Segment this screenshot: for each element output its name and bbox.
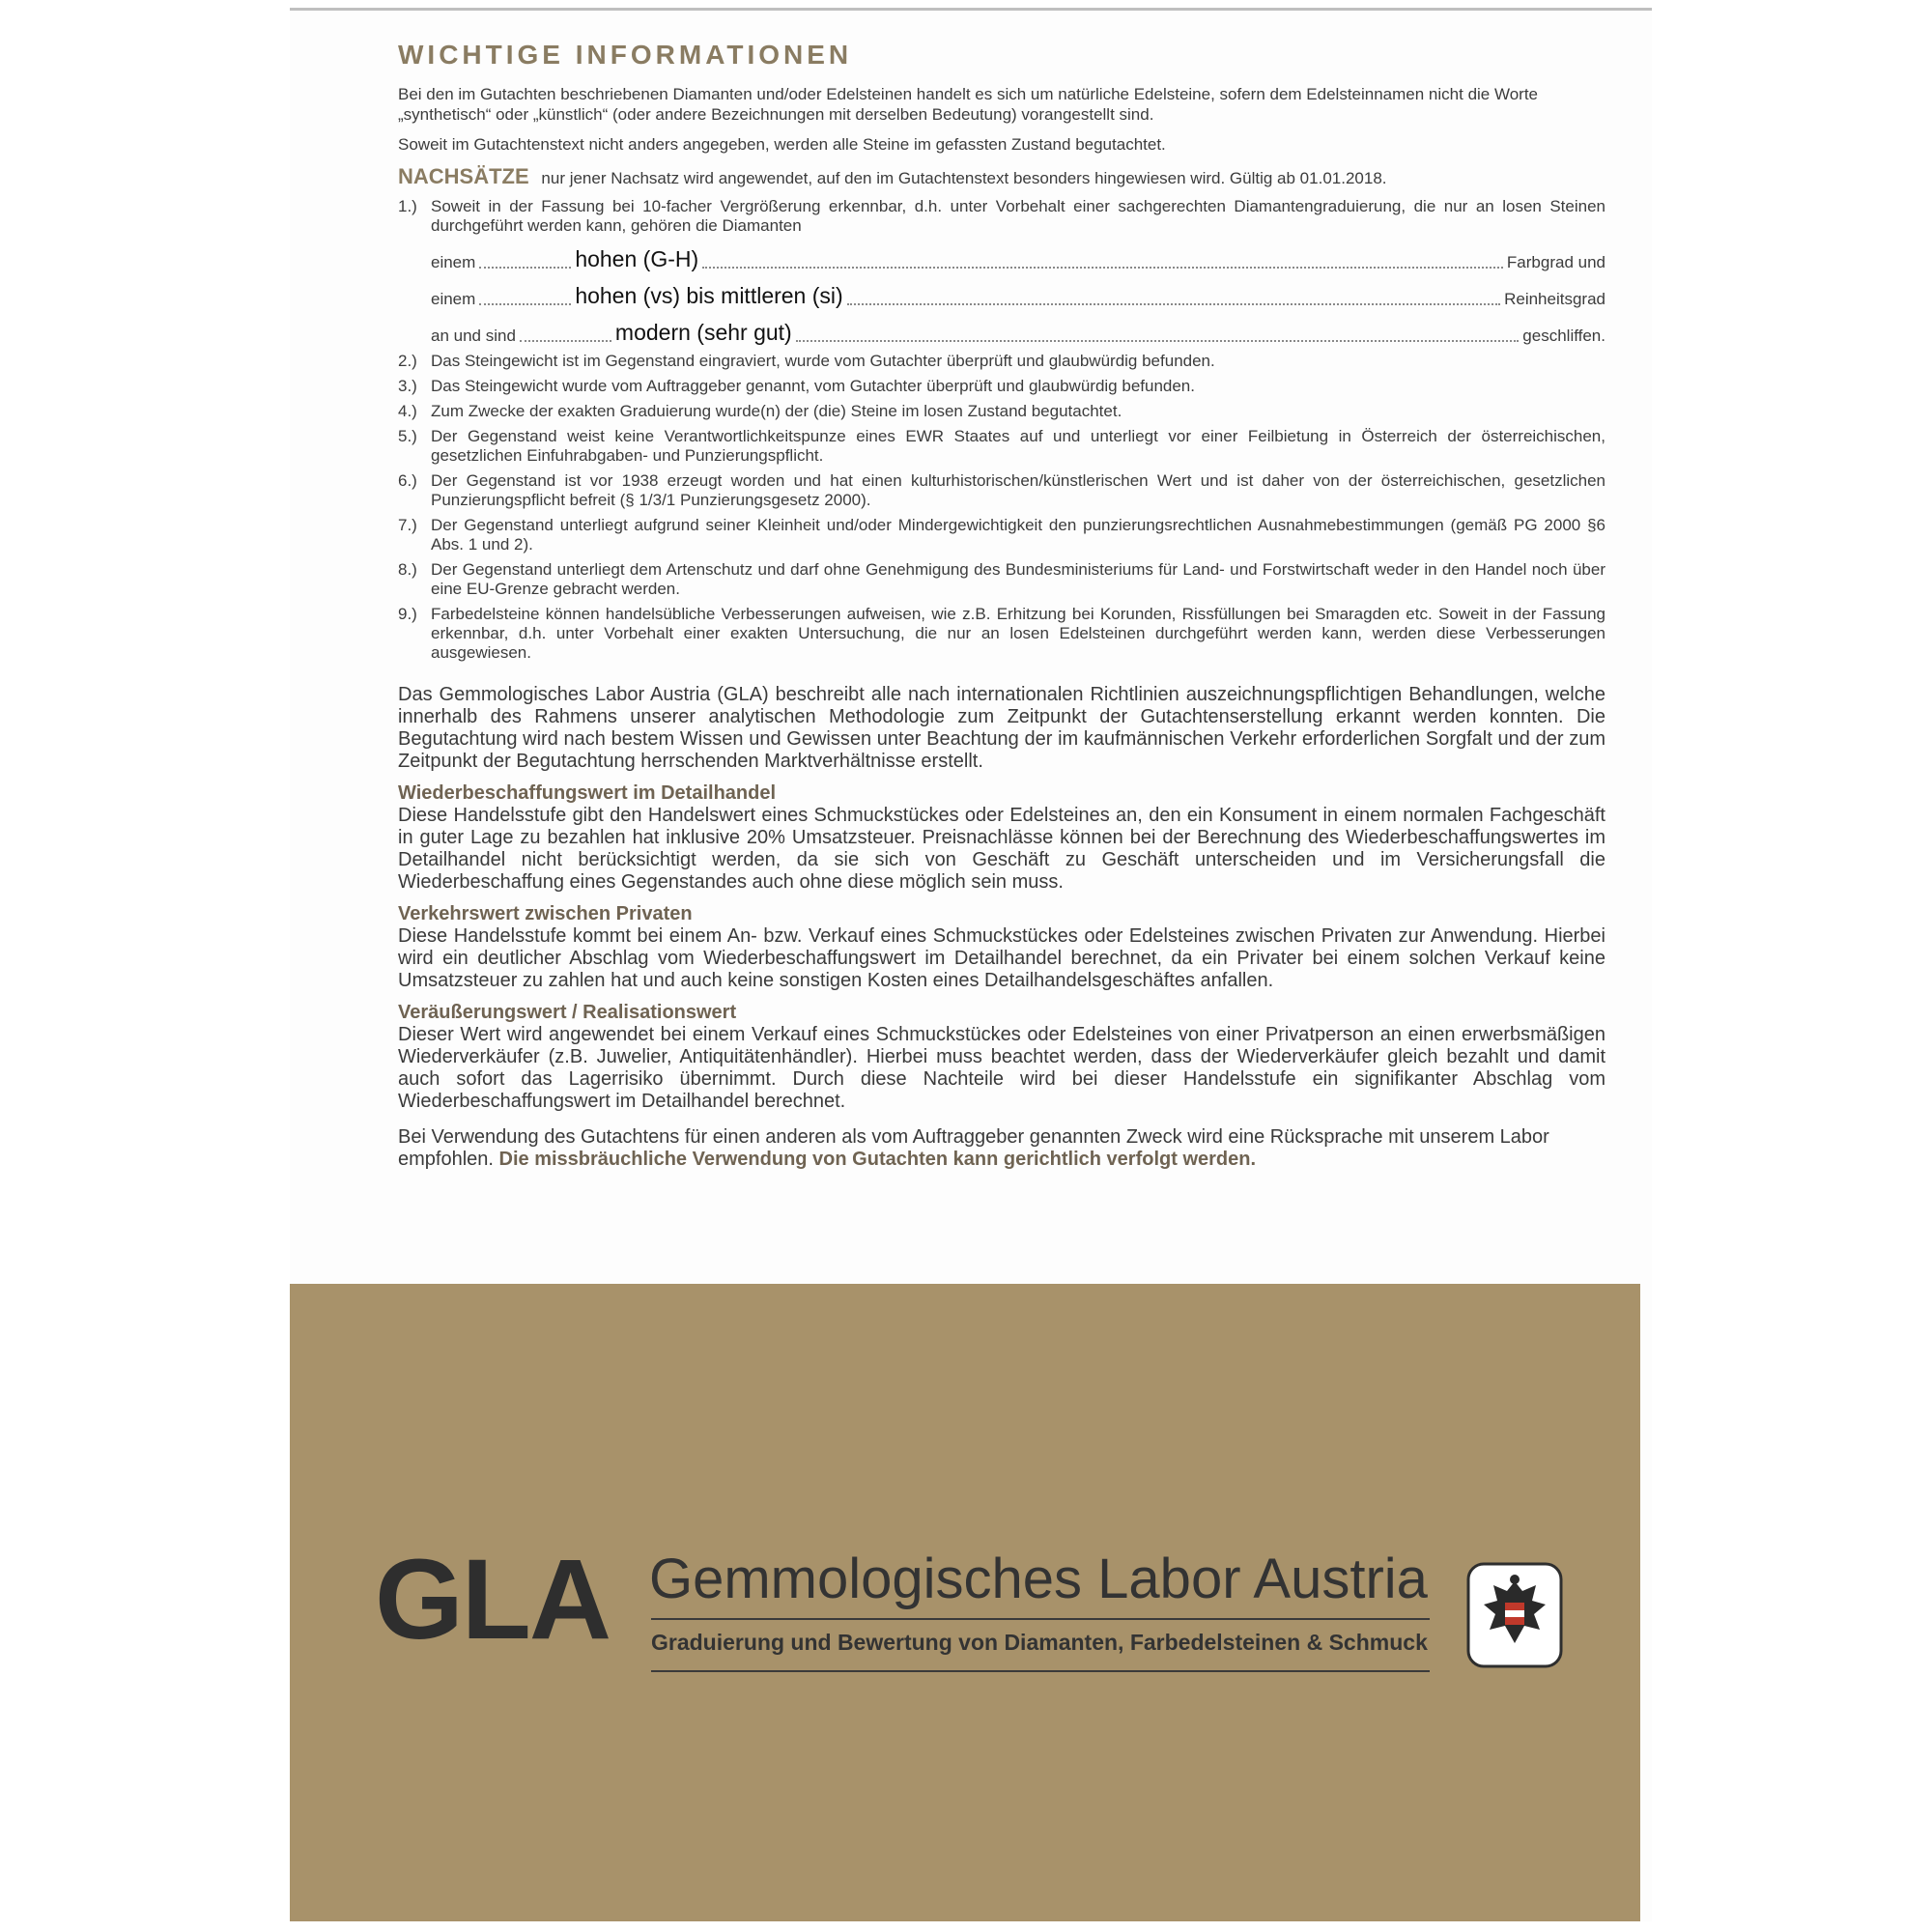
state-seal-icon — [1466, 1562, 1563, 1668]
fill-value-schliff: modern (sehr gut) — [614, 320, 792, 345]
gla-logo: GLA — [375, 1536, 611, 1663]
fill-lead: einem — [431, 253, 476, 271]
section-heading-veraeusserung: Veräußerungswert / Realisationswert — [398, 1002, 737, 1023]
nachsatz-item-7 — [398, 516, 1605, 554]
nachsatz-item-8 — [398, 560, 1605, 599]
fill-tail: Reinheitsgrad — [1504, 290, 1605, 308]
item-text: Das Steingewicht wurde vom Auftraggeber genannt, vom Gutachter überprüft und glaubwürdig befunden. — [431, 377, 1195, 395]
item-number: 9.) — [398, 605, 417, 623]
section-text-verkehrswert: Diese Handelsstufe kommt bei einem An- bzw. Verkauf eines Schmuckstückes oder Edelsteines zwischen Privaten zur Anwendung. Hierbei wird ein deutlicher Abschlag vom Wiederbeschaffungswert im Detailhandel berechnet, da ein Privater bei einem solchen Verkauf keine Umsatzsteuer zu zahlen hat und auch keine sonstigen Kosten eines Detailhandelsgeschäftes anfallen. — [398, 925, 1605, 991]
dotted-leader — [796, 340, 1520, 342]
fill-tail: Farbgrad und — [1506, 253, 1605, 271]
footer-band — [290, 1284, 1640, 1921]
lab-name: Gemmologisches Labor Austria — [649, 1548, 1428, 1610]
nachsatz-item-9 — [398, 605, 1605, 663]
item-text: Der Gegenstand weist keine Verantwortlichkeitspunze eines EWR Staates auf und unterliegt vor einer Feilbietung in Österreich der österreichischen, gesetzlichen Einfuhrabgaben- und Punzierungspflicht. — [431, 427, 1605, 465]
page-title: WICHTIGE INFORMATIONEN — [398, 40, 853, 70]
lab-tagline: Graduierung und Bewertung von Diamanten, Farbedelsteinen & Schmuck — [651, 1630, 1428, 1655]
section-heading-wiederbeschaffung: Wiederbeschaffungswert im Detailhandel — [398, 782, 777, 804]
section-text-veraeusserung: Dieser Wert wird angewendet bei einem Verkauf eines Schmuckstückes oder Edelsteines von einer Privatperson an einen erwerbsmäßigen Wiederverkäufer (z.B. Juwelier, Antiquitätenhändler). Hierbei muss beachtet werden, dass der Wiederverkäufer gleich bezahlt und damit auch sofort das Lagerrisiko übernimmt. Durch diese Nachteile wird bei dieser Handelsstufe ein signifikanter Abschlag vom Wiederbeschaffungswert im Detailhandel berechnet. — [398, 1024, 1605, 1112]
item-text: Soweit in der Fassung bei 10-facher Vergrößerung erkennbar, d.h. unter Vorbehalt einer sachgerechten Diamantengraduierung, die nur an losen Steinen durchgeführt werden kann, gehören die Diamanten — [431, 197, 1605, 235]
item-number: 8.) — [398, 560, 417, 579]
item-number: 1.) — [398, 197, 417, 215]
fill-lead: an und sind — [431, 327, 516, 345]
item-number: 3.) — [398, 377, 417, 395]
fill-farbgrad — [431, 243, 1605, 272]
item-text: Farbedelsteine können handelsübliche Verbesserungen aufweisen, wie z.B. Erhitzung bei Korunden, Rissfüllungen bei Smaragden etc. Soweit in der Fassung erkennbar, d.h. unter Vorbehalt einer exakten Untersuchung, die nur an losen Edelsteinen durchgeführt werden kann, werden diese Verbesserungen ausgewiesen. — [431, 605, 1605, 662]
nachsatz-item-2 — [398, 352, 1605, 371]
item-number: 5.) — [398, 427, 417, 445]
dotted-leader — [702, 267, 1503, 269]
intro-paragraph-2: Soweit im Gutachtenstext nicht anders angegeben, werden alle Steine im gefassten Zustand begutachtet. — [398, 135, 1166, 154]
item-text: Zum Zwecke der exakten Graduierung wurde(n) der (die) Steine im losen Zustand begutachtet. — [431, 402, 1122, 420]
fill-lead: einem — [431, 290, 476, 308]
nachsatz-item-1 — [398, 197, 1605, 236]
fill-value-farbgrad: hohen (G-H) — [575, 246, 699, 271]
dotted-leader — [847, 303, 1500, 305]
nachsatz-item-5 — [398, 427, 1605, 466]
item-number: 6.) — [398, 471, 417, 490]
legal-warning: Die missbräuchliche Verwendung von Gutachten kann gerichtlich verfolgt werden. — [498, 1149, 1257, 1170]
item-number: 7.) — [398, 516, 417, 534]
fill-tail: geschliffen. — [1522, 327, 1605, 345]
nachsaetze-subtitle: nur jener Nachsatz wird angewendet, auf den im Gutachtenstext besonders hingewiesen wird. Gültig ab 01.01.2018. — [541, 169, 1387, 187]
item-text: Der Gegenstand ist vor 1938 erzeugt worden und hat einen kulturhistorischen/künstlerischen Wert und ist daher von der österreichischen, gesetzlichen Punzierungspflicht befreit (§ 1/3/1 Punzierungsgesetz 2000). — [431, 471, 1605, 509]
item-text: Das Steingewicht ist im Gegenstand eingraviert, wurde vom Gutachter überprüft und glaubwürdig befunden. — [431, 352, 1215, 370]
info-text-area — [398, 40, 1605, 1171]
fill-reinheitsgrad — [431, 280, 1605, 309]
fill-value-reinheitsgrad: hohen (vs) bis mittleren (si) — [575, 283, 843, 308]
certificate-sheet — [290, 8, 1652, 1921]
item-text: Der Gegenstand unterliegt aufgrund seiner Kleinheit und/oder Mindergewichtigkeit den punzierungsrechtlichen Ausnahmebestimmungen (gemäß PG 2000 §6 Abs. 1 und 2). — [431, 516, 1605, 554]
divider-line — [651, 1618, 1430, 1620]
nachsatz-item-6 — [398, 471, 1605, 510]
final-paragraph — [398, 1126, 1605, 1171]
gla-paragraph: Das Gemmologisches Labor Austria (GLA) beschreibt alle nach internationalen Richtlinien auszeichnungspflichtigen Behandlungen, welche innerhalb des Rahmens unserer analytischen Methodologie zum Zeitpunkt der Gutachtenserstellung erkannt werden konnten. Die Begutachtung wird nach bestem Wissen und Gewissen unter Beachtung der im kaufmännischen Verkehr erforderlichen Sorgfalt und der zum Zeitpunkt der Begutachtung herrschenden Marktverhältnisse erstellt. — [398, 684, 1605, 772]
nachsaetze-heading: NACHSÄTZE — [398, 164, 529, 188]
dotted-leader — [479, 267, 571, 269]
fill-schliff — [431, 317, 1605, 346]
nachsatz-item-4 — [398, 402, 1605, 421]
divider-line — [651, 1670, 1430, 1672]
intro-paragraph-1: Bei den im Gutachten beschriebenen Diamanten und/oder Edelsteinen handelt es sich um natürliche Edelsteine, sofern dem Edelsteinnamen nicht die Worte „synthetisch“ oder „künstlich“ (oder andere Bezeichnungen mit derselben Bedeutung) vorangestellt sind. — [398, 85, 1539, 124]
nachsaetze-header — [398, 164, 1605, 189]
item-text: Der Gegenstand unterliegt dem Artenschutz und darf ohne Genehmigung des Bundesministeriums für Land- und Forstwirtschaft weder in den Handel noch über eine EU-Grenze gebracht werden. — [431, 560, 1605, 598]
dotted-leader — [520, 340, 611, 342]
final-text: Bei Verwendung des Gutachtens für einen anderen als vom Auftraggeber genannten Zweck wird eine Rücksprache mit unserem Labor empfohlen. — [398, 1126, 1549, 1170]
section-heading-verkehrswert: Verkehrswert zwischen Privaten — [398, 903, 693, 924]
item-number: 4.) — [398, 402, 417, 420]
item-number: 2.) — [398, 352, 417, 370]
section-text-wiederbeschaffung: Diese Handelsstufe gibt den Handelswert eines Schmuckstückes oder Edelsteines an, den ein Konsument in einem normalen Fachgeschäft in guter Lage zu bezahlen hat inklusive 20% Umsatzsteuer. Preisnachlässe können bei der Berechnung des Wiederbeschaffungswertes im Detailhandel nicht berücksichtigt werden, da sie sich von Geschäft zu Geschäft unterscheiden und im Versicherungsfall die Wiederbeschaffung eines Gegenstandes auch ohne diese möglich sein muss. — [398, 805, 1605, 893]
nachsatz-item-3 — [398, 377, 1605, 396]
dotted-leader — [479, 303, 571, 305]
